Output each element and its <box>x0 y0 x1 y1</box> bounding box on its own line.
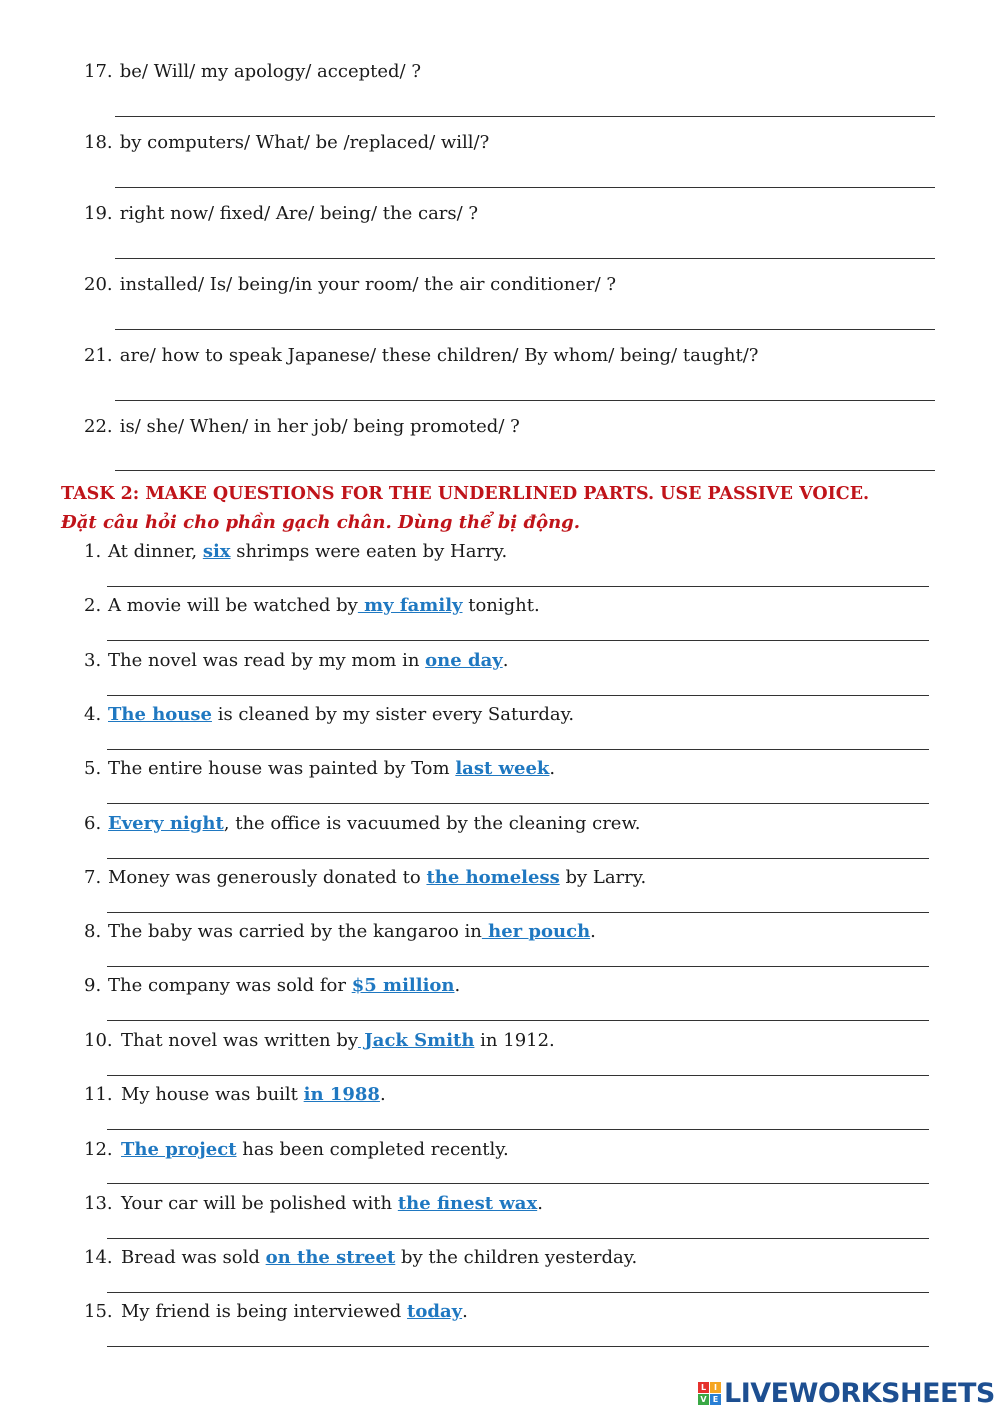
logo-letter-e: E <box>710 1394 721 1405</box>
exercise-item-12 <box>84 1139 509 1160</box>
answer-line[interactable] <box>115 470 935 471</box>
item-number: 12. <box>84 1139 113 1160</box>
answer-line[interactable] <box>107 1020 929 1021</box>
exercise-item-18 <box>84 132 489 153</box>
underlined-part: in 1988 <box>303 1084 380 1105</box>
underlined-part: the homeless <box>426 867 560 888</box>
item-text-before: My friend is being interviewed <box>121 1301 408 1322</box>
item-prompt: be/ Will/ my apology/ accepted/ ? <box>119 61 421 82</box>
answer-line[interactable] <box>107 1129 929 1130</box>
exercise-item-1 <box>84 541 507 562</box>
underlined-part: on the street <box>265 1247 396 1268</box>
answer-line[interactable] <box>107 858 929 859</box>
item-number: 6. <box>84 813 102 834</box>
item-number: 18. <box>84 132 113 153</box>
item-number: 5. <box>84 758 102 779</box>
item-text-after: shrimps were eaten by Harry. <box>230 541 508 562</box>
item-prompt: by computers/ What/ be /replaced/ will/? <box>119 132 490 153</box>
item-number: 20. <box>84 274 113 295</box>
answer-line[interactable] <box>115 400 935 401</box>
item-text-after: is cleaned by my sister every Saturday. <box>211 704 575 725</box>
item-text-before: The novel was read by my mom in <box>108 650 426 671</box>
underlined-part: $5 million <box>351 975 455 996</box>
logo-letter-l: L <box>698 1382 709 1393</box>
underlined-part: today <box>407 1301 463 1322</box>
item-text-after: . <box>590 921 596 942</box>
item-number: 9. <box>84 975 102 996</box>
underlined-part: last week <box>455 758 550 779</box>
liveworksheets-logo <box>698 1376 995 1410</box>
item-text-before: Your car will be polished with <box>121 1193 398 1214</box>
logo-text: LIVEWORKSHEETS <box>724 1377 995 1409</box>
item-number: 15. <box>84 1301 113 1322</box>
item-prompt: right now/ fixed/ Are/ being/ the cars/ ? <box>119 203 479 224</box>
item-prompt: installed/ Is/ being/in your room/ the air conditioner/ ? <box>119 274 617 295</box>
task-title: TASK 2: MAKE QUESTIONS FOR THE UNDERLINED PARTS. USE PASSIVE VOICE. <box>61 484 870 504</box>
item-text-after: has been completed recently. <box>236 1139 509 1160</box>
item-number: 13. <box>84 1193 113 1214</box>
answer-line[interactable] <box>107 1075 929 1076</box>
exercise-item-2 <box>84 595 540 616</box>
answer-line[interactable] <box>107 803 929 804</box>
underlined-part: my family <box>357 595 463 616</box>
answer-line[interactable] <box>107 1183 929 1184</box>
underlined-part: six <box>202 541 231 562</box>
item-text-before: The baby was carried by the kangaroo in <box>108 921 482 942</box>
item-number: 11. <box>84 1084 113 1105</box>
item-text-before: That novel was written by <box>121 1030 359 1051</box>
item-text-before: The company was sold for <box>108 975 352 996</box>
item-prompt: is/ she/ When/ in her job/ being promoted/ ? <box>119 416 520 437</box>
item-number: 1. <box>84 541 102 562</box>
underlined-part: Every night <box>108 813 224 834</box>
logo-mark-icon <box>698 1382 721 1405</box>
exercise-item-15 <box>84 1301 468 1322</box>
item-text-after: . <box>462 1301 468 1322</box>
answer-line[interactable] <box>107 912 929 913</box>
item-text-after: by Larry. <box>559 867 647 888</box>
item-text-after: , the office is vacuumed by the cleaning crew. <box>223 813 641 834</box>
exercise-item-9 <box>84 975 460 996</box>
exercise-item-11 <box>84 1084 386 1105</box>
item-text-before: My house was built <box>121 1084 304 1105</box>
answer-line[interactable] <box>115 258 935 259</box>
item-text-after: . <box>454 975 461 996</box>
answer-line[interactable] <box>107 586 929 587</box>
underlined-part: Jack Smith <box>358 1030 475 1051</box>
item-text-after: . <box>379 1084 386 1105</box>
item-text-after: in 1912. <box>474 1030 555 1051</box>
answer-line[interactable] <box>107 1346 929 1347</box>
underlined-part: one day <box>425 650 503 671</box>
underlined-part: The project <box>121 1139 237 1160</box>
answer-line[interactable] <box>107 1238 929 1239</box>
item-number: 7. <box>84 867 102 888</box>
exercise-item-22 <box>84 416 520 437</box>
answer-line[interactable] <box>115 329 935 330</box>
exercise-item-8 <box>84 921 596 942</box>
exercise-item-10 <box>84 1030 555 1051</box>
exercise-item-3 <box>84 650 508 671</box>
answer-line[interactable] <box>107 640 929 641</box>
exercise-item-7 <box>84 867 646 888</box>
answer-line[interactable] <box>115 187 935 188</box>
item-number: 2. <box>84 595 102 616</box>
item-number: 17. <box>84 61 113 82</box>
item-number: 14. <box>84 1247 113 1268</box>
exercise-item-6 <box>84 813 640 834</box>
item-number: 4. <box>84 704 102 725</box>
item-number: 19. <box>84 203 113 224</box>
exercise-item-20 <box>84 274 616 295</box>
item-prompt: are/ how to speak Japanese/ these children/ By whom/ being/ taught/? <box>119 345 759 366</box>
underlined-part: The house <box>108 704 212 725</box>
logo-letter-v: V <box>698 1394 709 1405</box>
item-text-before: The entire house was painted by Tom <box>108 758 456 779</box>
underlined-part: the finest wax <box>397 1193 538 1214</box>
exercise-item-5 <box>84 758 555 779</box>
item-number: 3. <box>84 650 102 671</box>
exercise-item-17 <box>84 61 421 82</box>
underlined-part: her pouch <box>481 921 591 942</box>
item-text-before: At dinner, <box>108 541 203 562</box>
item-number: 8. <box>84 921 102 942</box>
item-text-before: A movie will be watched by <box>108 595 358 616</box>
task-subtitle: Đặt câu hỏi cho phần gạch chân. Dùng thể bị động. <box>61 512 581 533</box>
exercise-item-21 <box>84 345 758 366</box>
item-text-after: . <box>537 1193 543 1214</box>
exercise-item-19 <box>84 203 478 224</box>
item-number: 10. <box>84 1030 113 1051</box>
item-text-after: . <box>502 650 509 671</box>
item-number: 22. <box>84 416 113 437</box>
logo-letter-i: I <box>710 1382 721 1393</box>
answer-line[interactable] <box>107 966 929 967</box>
exercise-item-4 <box>84 704 574 725</box>
item-text-before: Money was generously donated to <box>108 867 427 888</box>
item-text-after: by the children yesterday. <box>395 1247 638 1268</box>
exercise-item-13 <box>84 1193 543 1214</box>
item-text-after: . <box>549 758 556 779</box>
answer-line[interactable] <box>107 1292 929 1293</box>
item-text-after: tonight. <box>462 595 540 616</box>
answer-line[interactable] <box>107 695 929 696</box>
item-number: 21. <box>84 345 113 366</box>
answer-line[interactable] <box>107 749 929 750</box>
answer-line[interactable] <box>115 116 935 117</box>
exercise-item-14 <box>84 1247 637 1268</box>
item-text-before: Bread was sold <box>121 1247 266 1268</box>
